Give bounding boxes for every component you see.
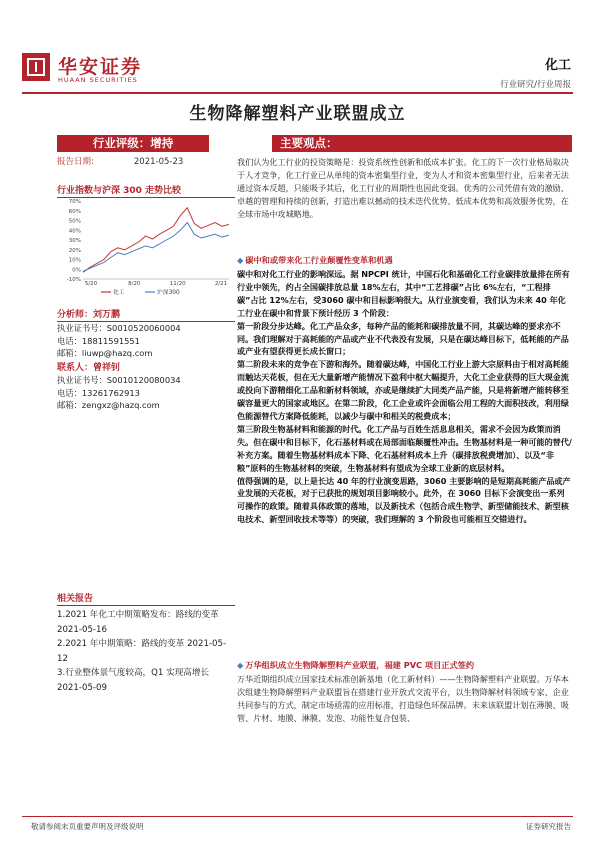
report-date-value: 2021-05-23 <box>133 157 184 167</box>
report-date <box>57 155 183 167</box>
series-line-csi300 <box>83 223 229 272</box>
trend-chart <box>57 197 235 299</box>
section-2-title-text: 万华组织成立生物降解塑料产业联盟，福建 PVC 项目正式签约 <box>245 660 475 670</box>
footer-label: 证券研究报告 <box>526 822 571 831</box>
stage-3: 第三阶段生物基材料和能源的时代。化工产品与百姓生活息息相关，需求不会因为政策而消失。但在碳中和目标下，化石基材料或在局部面临颠覆性冲击。生物基材料是一种可能的替代/补充方案。随着生物基材料成本下降、化石基材料成本上升（碳排放税费增加）、以及“非粮”原料的生物基材料的突破，生物基材料有望成为全球工业新的底层材料。 <box>237 423 572 473</box>
analyst-email[interactable]: 邮箱：liuwp@hazq.com <box>57 348 153 358</box>
related-report-item[interactable]: 1.2021 年化工中期策略发布：路线的变革 2021-05-16 <box>57 610 219 635</box>
related-reports-list <box>57 608 235 696</box>
section-1-intro: 碳中和对化工行业的影响深远。据 NPCPI 统计，中国石化和基础化工行业碳排放量排在所有行业中领先，约占全国碳排放总量 18%左右，其中“工艺排碳”占比 6%左右，“工程排碳”占比 12%左右，受3060 碳中和目标影响很大。从行业演变看，我们认为未来 40 年化工行业在碳中和背景下预计经历 3 个阶段： <box>237 269 570 318</box>
report-title: 生物降解塑料产业联盟成立 <box>189 104 406 124</box>
contact-email[interactable]: 邮箱：zengxz@hazq.com <box>57 400 160 410</box>
series-line-chemical <box>83 208 229 272</box>
emphasis-paragraph: 值得强调的是，以上是长达 40 年的行业演变思路，3060 主要影响的是短期高耗能产品或产业发展的天花板，对于已获批的规划项目影响较小。此外，在 3060 目标下会演变出一系列可操作的政策。随着具体政策的落地，以及新技术（包括合成生物学、新型储能技术、新型核电技术、新型回收技术等等）的突破，我们理解的 3 个阶段也可能相互交错进行。 <box>237 475 571 525</box>
bullet-icon: ◆ <box>237 660 244 670</box>
stage-1: 第一阶段分步达峰。化工产品众多，每种产品的能耗和碳排放量不同，其碳达峰的要求亦不同。我们理解对于高耗能的产品或产业不代表没有发展，只是在碳达峰目标下，低耗能的产品或产业有望获得更长成长窗口； <box>237 320 569 357</box>
related-report-item[interactable]: 2.2021 年中期策略：路线的变革 2021-05-12 <box>57 639 227 664</box>
legend-label: 化工 <box>113 290 125 296</box>
section-1-body <box>237 268 572 526</box>
contact-phone: 电话：13261762913 <box>57 387 140 398</box>
y-tick-label: 0% <box>72 267 81 274</box>
contact-cert: 执业证书号：S0010120080034 <box>57 375 181 385</box>
industry-label: 化工 <box>544 58 571 73</box>
x-tick-label: 11/20 <box>169 281 186 287</box>
section-1-title-text: 碳中和或带来化工行业颠覆性变革和机遇 <box>245 255 393 265</box>
x-tick-label: 8/20 <box>128 281 141 287</box>
analyst-cert: 执业证书号：S0010520060004 <box>57 323 181 333</box>
related-reports-title: 相关报告 <box>57 591 235 606</box>
section-1-title <box>237 255 572 266</box>
analyst-info <box>57 322 181 360</box>
analyst-name: 分析师：刘万鹏 <box>57 307 235 322</box>
section-2-body: 万华近期组织成立国家技术标准创新基地（化工新材料）——生物降解塑料产业联盟。万华本次组建生物降解塑料产业联盟旨在搭建行业开放式交流平台，以生物降解材料领域专家、企业共同参与的方式，制定市场亟需的应用标准，打造绿色环保品牌。未来该联盟计划在薄膜、吸管、片材、地膜、淋膜、发泡、功能性复合包装、 <box>237 674 569 723</box>
related-report-item[interactable]: 3.行业整体景气度较高，Q1 实现高增长 2021-05-09 <box>57 668 210 693</box>
y-tick-label: 40% <box>68 228 81 235</box>
trend-chart-title: 行业指数与沪深 300 走势比较 <box>57 183 235 198</box>
y-tick-label: 60% <box>68 208 81 215</box>
report-type: 行业研究/行业周报 <box>500 80 571 90</box>
brand-name-english: HUAAN SECURITIES <box>58 76 138 84</box>
key-points-heading: 主要观点： <box>272 135 572 152</box>
x-tick-label: 2/21 <box>214 281 228 287</box>
report-date-label: 报告日期: <box>57 157 94 167</box>
y-tick-label: 50% <box>68 218 81 225</box>
y-tick-label: 70% <box>68 199 81 205</box>
intro-paragraph: 我们认为化工行业的投资策略是：投资系统性创新和低成本扩张。化工的下一次行业格局取决于人才竞争，化工行业已从单纯的资本密集型行业，变为人才和资本密集型行业，后来者无法通过资本反超，只能吸予其后，化工行业的周期性也因此变弱。优秀的公司凭借有效的激励、卓越的管理和持续的创新，打造出难以撼动的技术迭代优势、低成本优势和高效服务优势，在全球市场中攻城略地。 <box>237 157 569 219</box>
section-2-title <box>237 660 572 671</box>
header-divider <box>22 92 573 94</box>
y-tick-label: -10% <box>66 277 81 283</box>
stage-2: 第二阶段未来的竞争在下游和海外。随着碳达峰，中国化工行业上游大宗原料由于相对高耗能而触达天花板，但在无大量新增产能情况下盈利中枢大幅提升，大化工企业获得的巨大现金流或投向下游精细化工品和新材料领域，亦或是继续扩大同类产品产能，只是将新增产能转移至碳容量更大的国家或地区。在第二阶段，化工企业或许会面临公用工程的大面积技改，利用绿色能源替代方案降低能耗，以减少与碳中和相关的税费成本； <box>237 359 569 421</box>
footer-disclaimer[interactable]: 敬请参阅末页重要声明及评级说明 <box>31 822 144 831</box>
contact-name: 联系人：曾祥钊 <box>57 363 121 373</box>
brand-name: 华安证券 <box>58 56 143 78</box>
y-tick-label: 30% <box>68 238 81 244</box>
bullet-icon: ◆ <box>237 255 244 265</box>
company-logo <box>22 53 50 81</box>
contact-info <box>57 374 181 412</box>
footer-divider <box>22 816 573 817</box>
analyst-phone: 电话：18811591551 <box>57 335 140 346</box>
legend-label: 沪深300 <box>157 290 180 296</box>
industry-rating: 行业评级：增持 <box>57 135 209 152</box>
y-tick-label: 10% <box>68 257 81 264</box>
x-tick-label: 5/20 <box>84 281 98 287</box>
y-tick-label: 20% <box>68 247 81 254</box>
